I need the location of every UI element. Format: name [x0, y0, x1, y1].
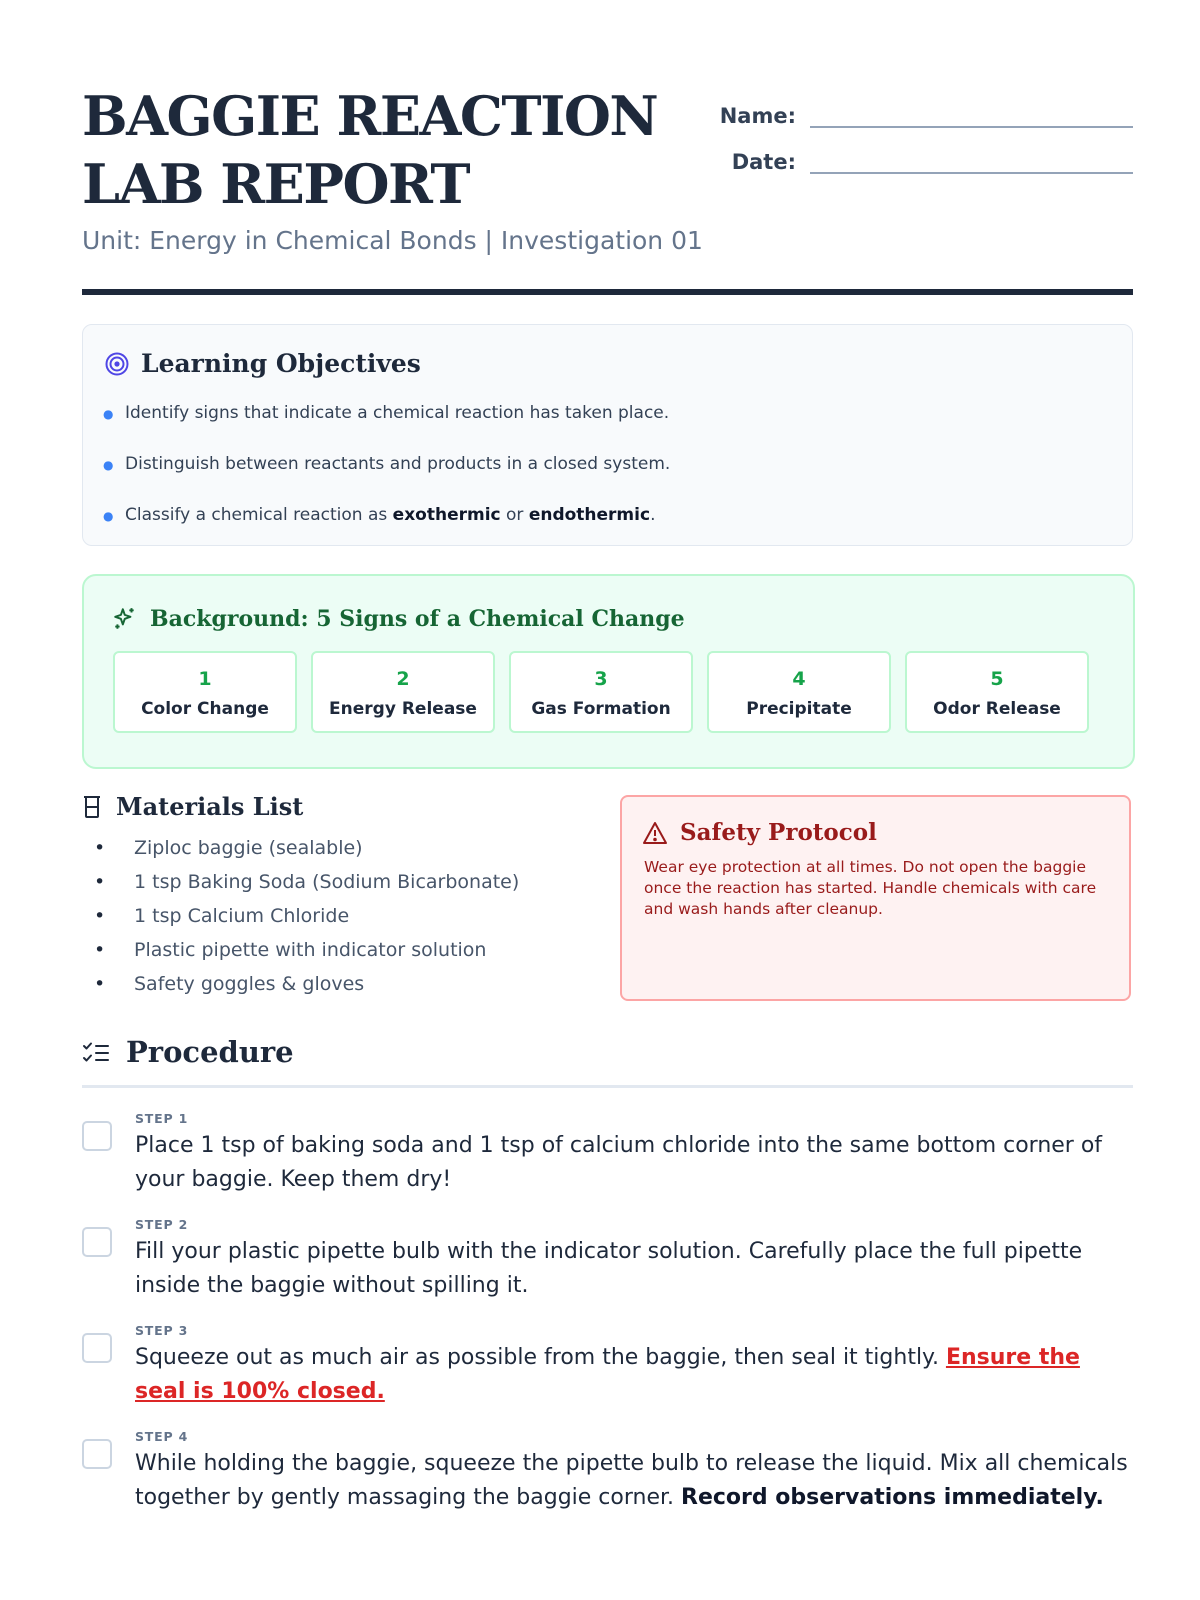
- student-info: [700, 82, 1133, 174]
- safety-protocol-box: [620, 795, 1131, 1001]
- step-text: Squeeze out as much air as possible from the baggie, then seal it tightly. Ensure the seal is 100% closed.: [135, 1345, 1080, 1404]
- step-checkbox[interactable]: [82, 1227, 112, 1257]
- step-text: Fill your plastic pipette bulb with the indicator solution. Carefully place the full pipette inside the baggie without spilling it.: [135, 1239, 1083, 1298]
- safety-title: Safety Protocol: [680, 819, 877, 846]
- objectives-list: [103, 403, 670, 556]
- page-subtitle: Unit: Energy in Chemical Bonds | Investigation 01: [82, 226, 703, 255]
- sign-label: Energy Release: [329, 699, 477, 719]
- list-item: • Ziploc baggie (sealable): [94, 837, 363, 859]
- materials-title: Materials List: [116, 792, 304, 821]
- background-title: Background: 5 Signs of a Chemical Change: [150, 606, 685, 632]
- keyword-endothermic: endothermic: [528, 505, 651, 525]
- sign-card: [113, 651, 297, 733]
- step-checkbox[interactable]: [82, 1121, 112, 1151]
- name-row: [700, 82, 1133, 128]
- name-label: Name:: [719, 104, 796, 128]
- learning-objectives-box: [82, 324, 1133, 546]
- procedure-title: Procedure: [126, 1035, 294, 1069]
- step-label: STEP 4: [135, 1429, 189, 1444]
- beaker-icon: [82, 795, 102, 819]
- list-item: • Plastic pipette with indicator solution: [94, 939, 487, 961]
- date-label: Date:: [731, 150, 796, 174]
- materials-list: [82, 837, 602, 1007]
- step-checkbox[interactable]: [82, 1333, 112, 1363]
- sparkles-icon: [112, 606, 138, 632]
- step-label: STEP 1: [135, 1111, 189, 1126]
- sign-number: 4: [792, 668, 806, 690]
- sign-card: [707, 651, 891, 733]
- safety-heading: [642, 819, 877, 846]
- page-title: [82, 82, 657, 218]
- objectives-title: Learning Objectives: [141, 349, 421, 378]
- sign-number: 5: [990, 668, 1004, 690]
- materials-section: [82, 792, 602, 1007]
- list-item: • 1 tsp Baking Soda (Sodium Bicarbonate): [94, 871, 520, 893]
- target-icon: [105, 352, 129, 376]
- sign-card: [311, 651, 495, 733]
- checklist-icon: [82, 1041, 110, 1065]
- sign-number: 1: [198, 668, 212, 690]
- title-line-1: BAGGIE REACTION: [82, 84, 658, 148]
- date-field[interactable]: [810, 142, 1133, 174]
- sign-number: 2: [396, 668, 410, 690]
- sign-card: [509, 651, 693, 733]
- sign-label: Precipitate: [746, 699, 852, 719]
- step-label: STEP 3: [135, 1323, 189, 1338]
- header-divider: [82, 289, 1133, 295]
- materials-heading: [82, 792, 602, 821]
- title-line-2: LAB REPORT: [82, 152, 470, 216]
- list-item: • 1 tsp Calcium Chloride: [94, 905, 350, 927]
- list-item: ● Distinguish between reactants and products in a closed system.: [103, 454, 671, 474]
- keyword-exothermic: exothermic: [392, 505, 501, 525]
- objectives-heading: [105, 349, 421, 378]
- list-item: • Safety goggles & gloves: [94, 973, 365, 995]
- signs-row: [113, 651, 1089, 733]
- background-box: [82, 574, 1135, 769]
- sign-label: Gas Formation: [531, 699, 671, 719]
- sign-label: Odor Release: [933, 699, 1061, 719]
- step-checkbox[interactable]: [82, 1439, 112, 1469]
- sign-number: 3: [594, 668, 608, 690]
- step-text: Place 1 tsp of baking soda and 1 tsp of calcium chloride into the same bottom corner of your baggie. Keep them dry!: [135, 1133, 1103, 1192]
- record-emphasis: Record observations immediately.: [681, 1485, 1104, 1510]
- list-item: ● Identify signs that indicate a chemical reaction has taken place.: [103, 403, 670, 423]
- sign-card: [905, 651, 1089, 733]
- step-text: While holding the baggie, squeeze the pipette bulb to release the liquid. Mix all chemicals together by gently massaging the baggie corner. Record observations immediately.: [135, 1451, 1128, 1510]
- warning-icon: [642, 821, 668, 845]
- sign-label: Color Change: [141, 699, 269, 719]
- seal-warning: Ensure the seal is 100% closed.: [135, 1345, 1080, 1404]
- background-heading: [112, 606, 685, 632]
- list-item: ● Classify a chemical reaction as exothermic or endothermic.: [103, 505, 656, 525]
- name-field[interactable]: [810, 96, 1133, 128]
- safety-text: Wear eye protection at all times. Do not open the baggie once the reaction has started. Handle chemicals with care and wash hands after cleanup.: [644, 858, 1097, 918]
- date-row: [700, 128, 1133, 174]
- step-label: STEP 2: [135, 1217, 189, 1232]
- procedure-heading: [82, 1035, 1133, 1088]
